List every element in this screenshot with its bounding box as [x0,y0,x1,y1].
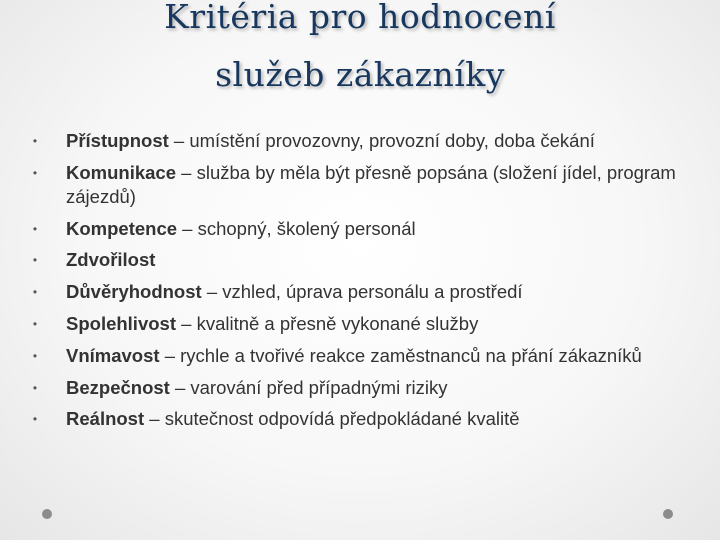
bullet-dot-icon: • [32,134,38,148]
bullet-item [30,280,700,304]
bullet-list [30,129,700,439]
bullet-text: – varování před případnými riziky [169,376,448,398]
decorative-dot-left-icon [42,509,52,519]
bullet-item [30,129,700,153]
bullet-term: Bezpečnost [66,376,170,398]
bullet-dot-icon: • [32,253,38,268]
bullet-item [30,161,700,209]
bullet-text: – rychle a tvořivé reakce zaměstnanců na přání zákazníků [159,344,642,366]
bullet-dot-icon: • [32,348,38,363]
bullet-dot-icon: • [32,285,38,300]
bullet-item [30,376,700,400]
bullet-item [30,248,700,272]
bullet-text: – vzhled, úprava personálu a prostředí [201,281,523,303]
decorative-dot-right-icon [663,509,673,519]
bullet-text: – skutečnost odpovídá předpokládané kvalitě [144,408,520,430]
bullet-dot-icon: • [32,221,38,236]
slide-title [0,0,720,104]
bullet-dot-icon: • [32,412,38,427]
bullet-item [30,344,700,368]
bullet-dot-icon: • [32,380,38,395]
bullet-dot-icon: • [32,165,38,180]
bullet-term: Spolehlivost [66,312,176,334]
bullet-text: – kvalitně a přesně vykonané služby [176,312,479,334]
bullet-text: – schopný, školený personál [177,217,416,239]
bullet-dot-icon: • [32,316,38,331]
bullet-term: Reálnost [66,408,145,430]
bullet-item [30,407,700,431]
bullet-term: Komunikace [66,161,177,183]
slide-title-line-1: Kritéria pro hodnocení [164,0,556,36]
bullet-term: Zdvořilost [66,249,156,271]
bullet-term: Kompetence [66,217,178,239]
bullet-text: – umístění provozovny, provozní doby, doba čekání [168,130,595,151]
bullet-item [30,217,700,241]
slide-title-line-2: služeb zákazníky [215,55,505,94]
bullet-item [30,312,700,336]
bullet-term: Přístupnost [66,130,169,151]
bullet-term: Důvěryhodnost [66,281,202,303]
bullet-text: – služba by měla být přesně popsána (složení jídel, program zájezdů) [66,161,676,207]
bullet-term: Vnímavost [66,344,160,366]
